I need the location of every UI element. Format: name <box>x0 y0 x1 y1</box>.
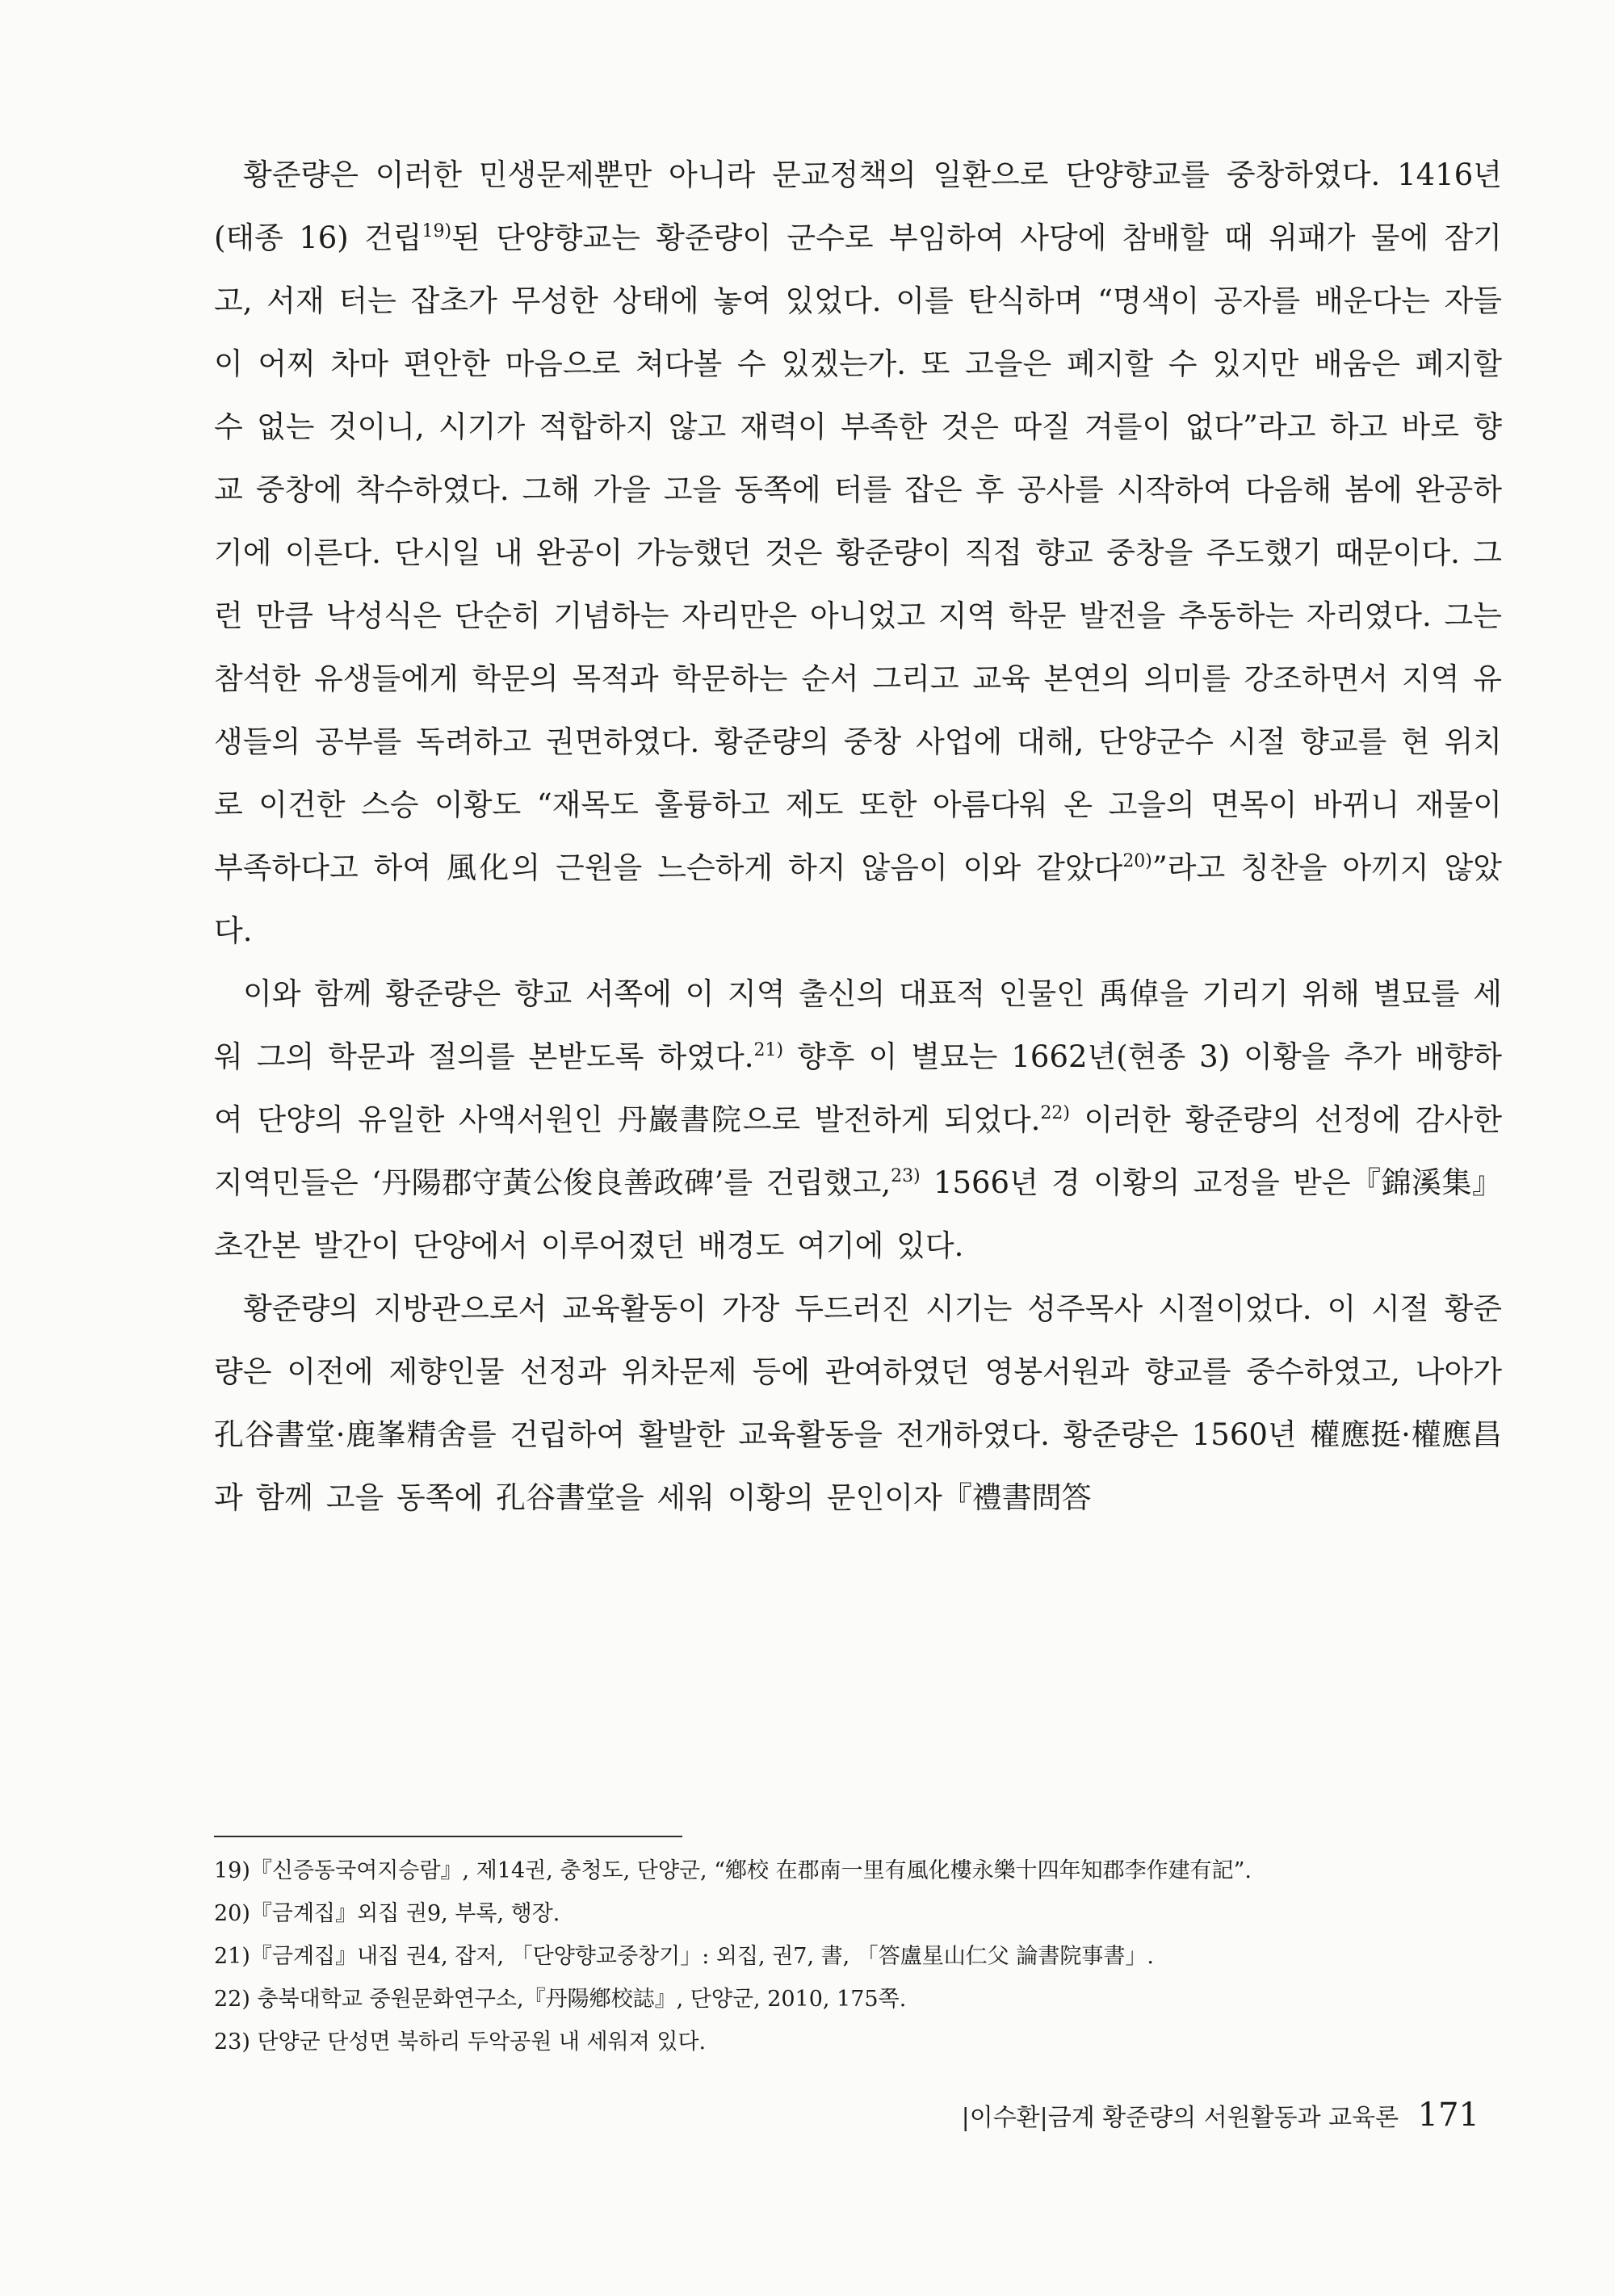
paragraph-text: 1566년 경 이황의 교정을 받은『錦溪集』초간본 발간이 단양에서 이루어졌던 배경도 여기에 있다. <box>214 1165 1502 1263</box>
paragraph-text: 황준량의 지방관으로서 교육활동이 가장 두드러진 시기는 성주목사 시절이었다. 이 시절 황준량은 이전에 제향인물 선정과 위차문제 등에 관여하였던 영봉서원과 향교를 중수하였고, 나아가 孔谷書堂·鹿峯精舍를 건립하여 활발한 교육활동을 전개하였다. 황준량은 1560년 權應挺·權應昌과 함께 고을 동쪽에 孔谷書堂을 세워 이황의 문인이자『禮書問答 <box>214 1291 1502 1515</box>
footnote: 21)『금계집』내집 권4, 잡저, 「단양향교중창기」: 외집, 권7, 書, 「答盧星山仁父 論書院事書」. <box>214 1944 1154 1969</box>
paragraph-text: 된 단양향교는 황준량이 군수로 부임하여 사당에 참배할 때 위패가 물에 잠기고, 서재 터는 잡초가 무성한 상태에 놓여 있었다. 이를 탄식하며 “명색이 공자를 배운다는 자들이 어찌 차마 편안한 마음으로 쳐다볼 수 있겠는가. 또 고을은 폐지할 수 있지만 배움은 폐지할 수 없는 것이니, 시기가 적합하지 않고 재력이 부족한 것은 따질 겨를이 없다”라고 하고 바로 향교 중창에 착수하였다. 그해 가을 고을 동쪽에 터를 잡은 후 공사를 시작하여 다음해 봄에 완공하기에 이른다. 단시일 내 완공이 가능했던 것은 황준량이 직접 향교 중창을 주도했기 때문이다. 그런 만큼 낙성식은 단순히 기념하는 자리만은 아니었고 지역 학문 발전을 추동하는 자리였다. 그는 참석한 유생들에게 학문의 목적과 학문하는 순서 그리고 교육 본연의 의미를 강조하면서 지역 유생들의 공부를 독려하고 권면하였다. 황준량의 중창 사업에 대해, 단양군수 시절 향교를 현 위치로 이건한 스승 이황도 “재목도 훌륭하고 제도 또한 아름다워 온 고을의 면목이 바뀌니 재물이 부족하다고 하여 風化의 근원을 느슨하게 하지 않음이 이와 같았다 <box>214 220 1502 885</box>
paragraph-text: 향후 이 별묘는 1662년(현종 3) 이황을 추가 배향하여 단양의 유일한 사액서원인 丹巖書院으로 발전하게 되었다. <box>214 1039 1502 1137</box>
paragraph-text: 황준량은 이러한 민생문제뿐만 아니라 문교정책의 일환으로 단양향교를 중창하였다. 1416년(태종 16) 건립 <box>214 157 1502 255</box>
running-footer <box>962 2097 1479 2134</box>
paragraph-text: 이러한 황준량의 선정에 감사한 지역민들은 ‘丹陽郡守黃公俊良善政碑’를 건립했고, <box>214 1102 1502 1200</box>
body-paragraph <box>214 1278 1502 1530</box>
running-head: |이수환|금계 황준량의 서원활동과 교육론 <box>961 2104 1399 2132</box>
footnote: 19)『신증동국여지승람』, 제14권, 충청도, 단양군, “鄕校 在郡南一里有風化樓永樂十四年知郡李作建有記”. <box>214 1858 1252 1883</box>
footnote-marker: 22) <box>1040 1103 1070 1123</box>
paragraph-text: 이와 함께 황준량은 향교 서쪽에 이 지역 출신의 대표적 인물인 禹倬을 기리기 위해 별묘를 세워 그의 학문과 절의를 본받도록 하였다. <box>214 976 1502 1074</box>
footnotes <box>214 1849 1502 2063</box>
paragraph-text: ”라고 칭찬을 아끼지 않았다. <box>214 850 1503 948</box>
footnote-marker: 20) <box>1122 851 1152 871</box>
footnote: 23) 단양군 단성면 북하리 두악공원 내 세워져 있다. <box>214 2029 707 2055</box>
footnote-divider <box>214 1836 682 1837</box>
footnote-marker: 19) <box>422 221 452 241</box>
footnote-marker: 23) <box>891 1166 921 1186</box>
body-paragraph <box>214 144 1502 963</box>
footnote-marker: 21) <box>753 1040 784 1060</box>
footnote: 20)『금계집』외집 권9, 부록, 행장. <box>214 1901 560 1926</box>
body-text <box>214 144 1502 1530</box>
footnote: 22) 충북대학교 중원문화연구소,『丹陽鄕校誌』, 단양군, 2010, 175쪽. <box>214 1987 907 2012</box>
body-paragraph <box>214 963 1502 1278</box>
page-number: 171 <box>1417 2097 1479 2134</box>
